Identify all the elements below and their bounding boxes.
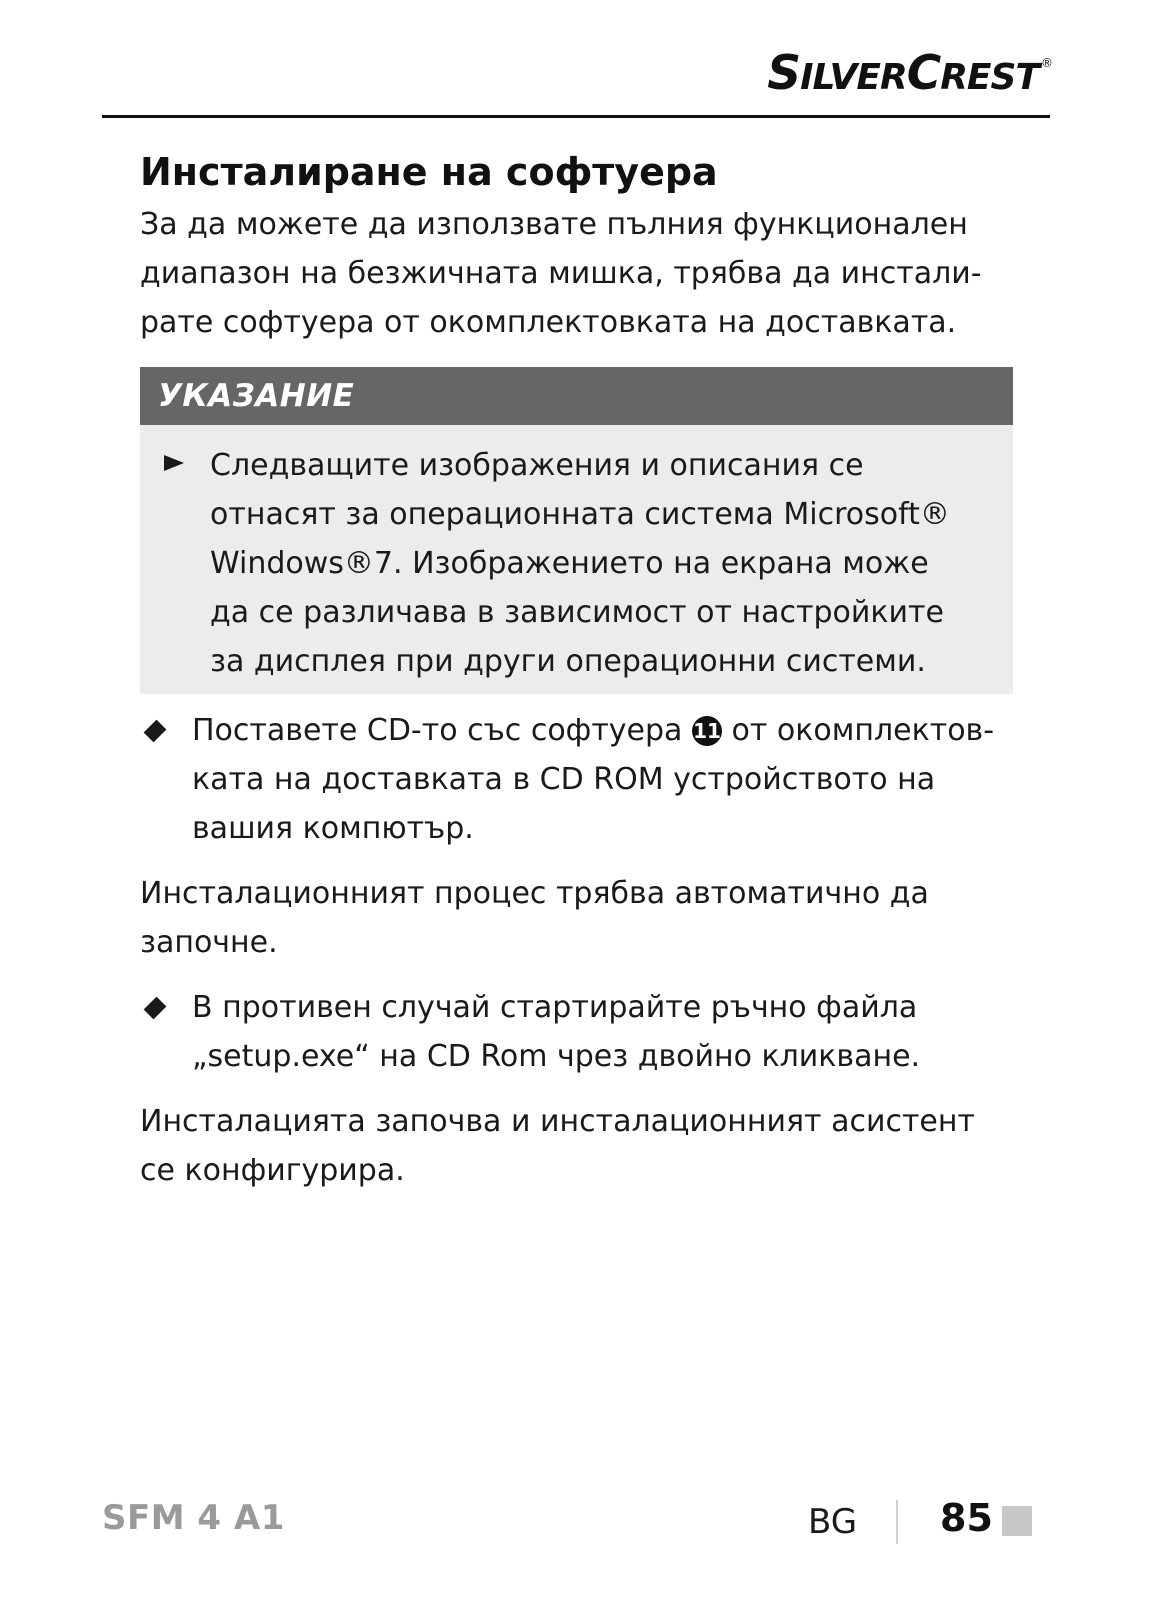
note-line: за дисплея при други операционни системи.	[210, 644, 926, 679]
step-line: ката на доставката в CD ROM устройството на	[192, 762, 936, 797]
paragraph-line: започне.	[140, 925, 278, 960]
paragraph-line: Инсталацията започва и инсталационният асистент	[140, 1104, 975, 1139]
header-divider	[102, 115, 1050, 118]
intro-line: диапазон на безжичната мишка, трябва да инстали-	[140, 256, 982, 291]
step-line: „setup.exe“ на CD Rom чрез двойно кликване.	[192, 1039, 921, 1074]
assistant-paragraph	[140, 1097, 1020, 1195]
diamond-bullet-icon	[144, 997, 167, 1020]
note-header	[140, 367, 1013, 425]
footer-language: BG	[808, 1502, 858, 1542]
install-paragraph	[140, 869, 1020, 967]
footer-square-marker	[1002, 1506, 1032, 1536]
logo-letter-c: C	[906, 46, 941, 101]
step-line	[192, 706, 1020, 755]
step-insert-cd	[140, 706, 1020, 853]
brand-logo	[767, 46, 1052, 101]
page-content	[140, 146, 1020, 1195]
registered-mark: ®	[1041, 56, 1052, 70]
arrow-bullet-icon	[164, 455, 184, 471]
note-heading: УКАЗАНИЕ	[158, 378, 355, 414]
step-run-setup	[140, 983, 1020, 1081]
intro-paragraph	[140, 200, 1020, 347]
note-box	[140, 367, 1013, 694]
step-text: от окомплектов-	[721, 713, 995, 748]
step-line: В противен случай стартирайте ръчно файла	[192, 990, 918, 1025]
step-line: вашия компютър.	[192, 811, 474, 846]
logo-text-ilver: ILVER	[800, 57, 907, 98]
page-number: 85	[940, 1496, 993, 1540]
diamond-bullet-icon	[144, 720, 167, 743]
intro-line: рате софтуера от окомплектовката на доставката.	[140, 305, 957, 340]
footer-model: SFM 4 A1	[102, 1498, 285, 1538]
note-line: Следващите изображения и описания се	[210, 448, 864, 483]
footer-divider	[896, 1500, 898, 1544]
reference-number-badge: 11	[692, 716, 722, 746]
note-body	[140, 425, 1013, 694]
paragraph-line: Инсталационният процес трябва автоматично да	[140, 876, 929, 911]
note-line: Windows®7. Изображението на екрана може	[210, 546, 929, 581]
section-title: Инсталиране на софтуера	[140, 150, 718, 194]
note-line: да се различава в зависимост от настройките	[210, 595, 944, 630]
step-text: Поставете CD-то със софтуера	[192, 713, 692, 748]
paragraph-line: се конфигурира.	[140, 1153, 405, 1188]
logo-text-rest: REST	[940, 57, 1039, 98]
intro-line: За да можете да използвате пълния функционален	[140, 207, 968, 242]
logo-letter-s: S	[767, 46, 801, 101]
note-line: отнасят за операционната система Microsoft®	[210, 497, 950, 532]
